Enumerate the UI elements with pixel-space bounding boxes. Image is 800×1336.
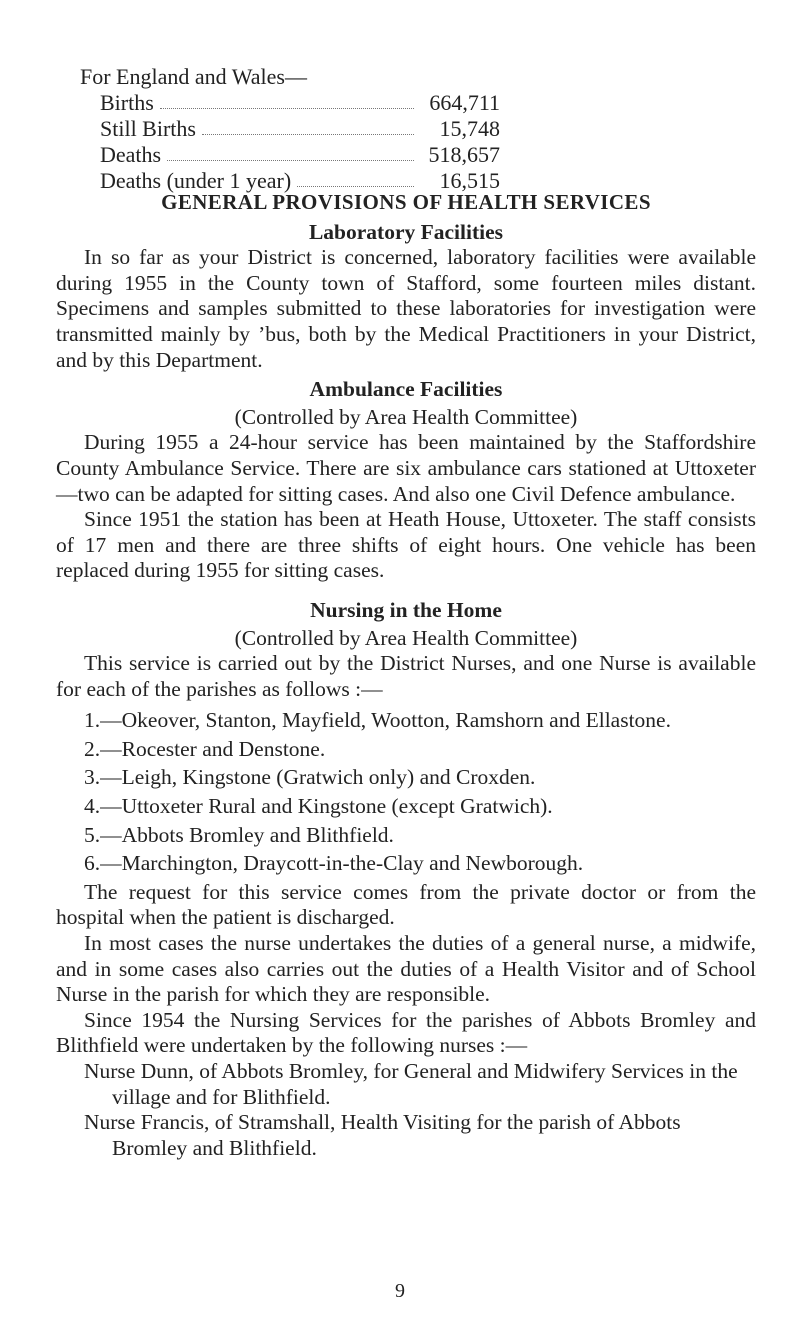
stat-value: 518,657 — [428, 142, 500, 167]
parish-item: 6.—Marchington, Draycott-in-the-Clay and Newborough. — [84, 851, 584, 876]
nursing-paragraph: The request for this service comes from the private doctor or from the hospital when the patient is discharged. — [56, 879, 756, 930]
stat-row-births — [80, 90, 500, 116]
ambulance-heading: Ambulance Facilities — [309, 377, 503, 402]
parish-item: 5.—Abbots Bromley and Blithfield. — [84, 822, 394, 847]
leader-dots — [167, 142, 414, 161]
ambulance-paragraph: During 1955 a 24-hour service has been maintained by the Staffordshire County Ambulance Service. There are six ambulance cars stationed at Uttoxeter—two can be adapted for sitting cases. And also one Civil Defence ambulance. — [56, 430, 756, 506]
nursing-heading: Nursing in the Home — [310, 597, 502, 622]
stat-value: 664,711 — [429, 90, 500, 115]
nurse-entry: Nurse Dunn, of Abbots Bromley, for General and Midwifery Services in the village and for Blithfield. — [84, 1059, 738, 1109]
document-body — [56, 190, 756, 1161]
parish-item: 4.—Uttoxeter Rural and Kingstone (except Gratwich). — [84, 794, 553, 819]
nursing-paragraph: Since 1954 the Nursing Services for the parishes of Abbots Bromley and Blithfield were undertaken by the following nurses :— — [56, 1007, 756, 1058]
laboratory-heading: Laboratory Facilities — [308, 219, 504, 244]
stat-label: Deaths (under 1 year) — [100, 168, 292, 193]
nursing-paragraph: In most cases the nurse undertakes the duties of a general nurse, a midwife, and in some cases also carries out the duties of a Health Visitor and of School Nurse in the parish for which they are responsible. — [56, 931, 756, 1007]
stat-value: 15,748 — [439, 116, 500, 141]
ambulance-note: (Controlled by Area Health Committee) — [234, 404, 578, 429]
stat-row-deaths — [80, 142, 500, 168]
ambulance-paragraph: Since 1951 the station has been at Heath House, Uttoxeter. The staff consists of 17 men and there are three shifts of eight hours. One vehicle has been replaced during 1955 for sitting cases. — [56, 507, 756, 583]
statistics-block — [80, 64, 500, 194]
stat-label: Births — [100, 90, 154, 115]
nurse-entry: Nurse Francis, of Stramshall, Health Visiting for the parish of Abbots Bromley and Blithfield. — [84, 1110, 681, 1160]
stat-label: Deaths — [100, 142, 162, 167]
spacer — [56, 584, 756, 594]
stat-row-still-births — [80, 116, 500, 142]
nursing-note: (Controlled by Area Health Committee) — [234, 625, 578, 650]
parish-item: 1.—Okeover, Stanton, Mayfield, Wootton, Ramshorn and Ellastone. — [84, 708, 671, 733]
page-number: 9 — [395, 1280, 405, 1302]
main-heading: GENERAL PROVISIONS OF HEALTH SERVICES — [161, 190, 651, 214]
stat-label: Still Births — [100, 116, 196, 141]
statistics-heading: For England and Wales— — [80, 64, 307, 89]
leader-dots — [160, 90, 414, 109]
parish-item: 3.—Leigh, Kingstone (Gratwich only) and Croxden. — [84, 765, 536, 790]
laboratory-paragraph: In so far as your District is concerned, laboratory facilities were available during 1955 in the County town of Stafford, some fourteen miles distant. Specimens and samples submitted to these laboratories for investigation were transmitted mainly by ’bus, both by the Medical Practitioners in your District, and by this Department. — [56, 245, 756, 372]
leader-dots — [202, 116, 414, 135]
nursing-intro: This service is carried out by the District Nurses, and one Nurse is available for each of the parishes as follows :— — [56, 651, 756, 701]
leader-dots — [297, 168, 414, 187]
parish-item: 2.—Rocester and Denstone. — [84, 736, 326, 761]
stat-value: 16,515 — [439, 168, 500, 193]
parish-list — [56, 708, 756, 877]
